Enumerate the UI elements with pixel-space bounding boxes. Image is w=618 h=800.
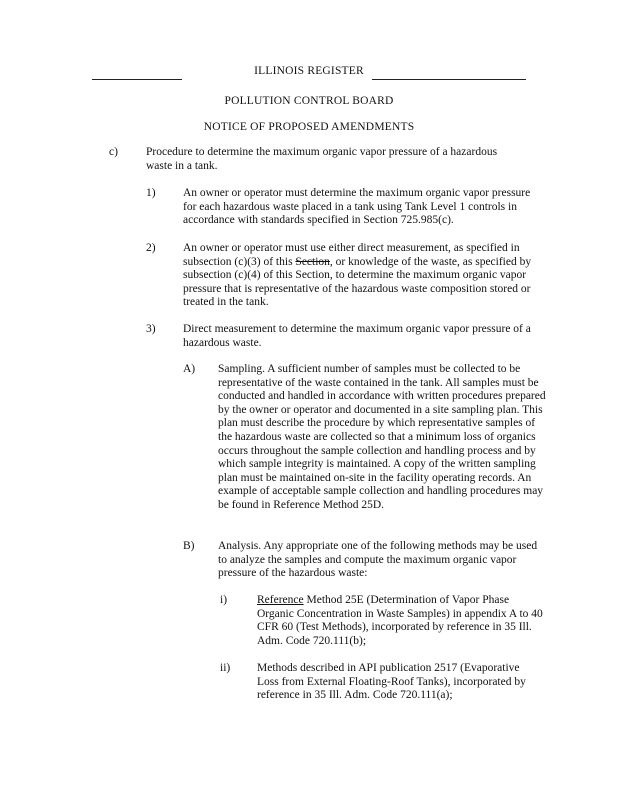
board-title: POLLUTION CONTROL BOARD [224,95,394,107]
section-c-text: Procedure to determine the maximum organic vapor pressure of a hazardous waste in a tank. [146,146,498,172]
roman-i-text-rest: Method 25E (Determination of Vapor Phase Organic Concentration in Waste Samples) in appendix A to 40 CFR 60 (Test Methods), incorporated by reference in 35 Ill. Adm. Code 720.111(b); [257,594,543,647]
subitem-b-label: B) [183,540,195,552]
item-2-label: 2) [146,242,156,254]
item-2-struck-word: Section [295,255,330,268]
roman-ii-label: ii) [220,662,231,674]
header-rule-right [372,79,526,80]
roman-ii-text: Methods described in API publication 2517 (Evaporative Loss from External Floating-Roof Tanks), incorporated by reference in 35 Ill. Adm. Code 720.111(a); [257,662,526,702]
roman-i-text [257,594,543,648]
item-2-text [183,242,539,310]
item-1-text: An owner or operator must determine the maximum organic vapor pressure for each hazardous waste placed in a tank using Tank Level 1 controls in accordance with standards specified in Section 725.985(c). [183,187,531,227]
item-2-text-before: An owner or operator must use either direct measurement, as specified in subsection (c)(3) of this [183,242,520,268]
roman-i-label: i) [220,594,228,606]
notice-title: NOTICE OF PROPOSED AMENDMENTS [203,121,415,133]
item-3-text: Direct measurement to determine the maximum organic vapor pressure of a hazardous waste. [183,323,531,349]
subitem-a-label: A) [183,363,196,375]
register-title: ILLINOIS REGISTER [254,65,364,77]
item-2-text-after: , or knowledge of the waste, as specified by subsection (c)(4) of this Section, to determine the maximum organic vapor pressure that is representative of the hazardous waste composition stored or treated in the tank. [183,255,532,309]
subitem-a-text: Sampling. A sufficient number of samples must be collected to be representative of the waste contained in the tank. All samples must be conducted and handled in accordance with written procedures prepared by the owner or operator and documented in a site sampling plan. This plan must describe the procedure by which representative samples of the hazardous waste are collected so that a minimum loss of organics occurs throughout the sample collection and handling process and by which sample integrity is maintained. A copy of the written sampling plan must be maintained on-site in the facility operating records. An example of acceptable sample collection and handling procedures may be found in Reference Method 25D. [218,363,546,511]
subitem-b-text: Analysis. Any appropriate one of the following methods may be used to analyze the samples and compute the maximum organic vapor pressure of the hazardous waste: [218,540,538,580]
item-3-label: 3) [146,323,156,335]
roman-i-underlined-word: Reference [257,594,304,606]
item-1-label: 1) [146,187,156,199]
section-c-label: c) [109,146,118,158]
header-rule-left [92,79,182,80]
